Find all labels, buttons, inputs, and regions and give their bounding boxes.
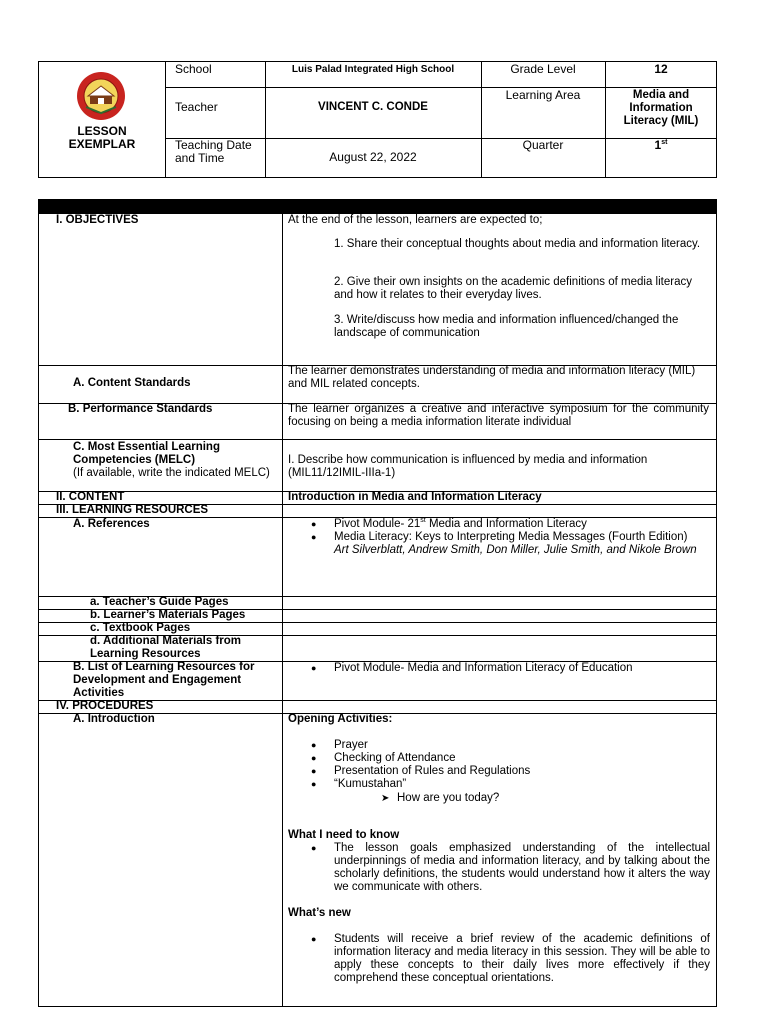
- melc-label-main: C. Most Essential Learning Competencies (MELC): [73, 441, 220, 466]
- opening-activities-list: [311, 739, 712, 791]
- objectives-intro: At the end of the lesson, learners are expected to;: [288, 214, 543, 226]
- list-resources-list: [311, 662, 712, 675]
- melc-label-note: (If available, write the indicated MELC): [73, 467, 270, 479]
- divider: [165, 87, 717, 88]
- content-standards-value: The learner demonstrates understanding of media and information literacy (MIL) and MIL related concepts.: [288, 365, 696, 390]
- procedures-label: IV. PROCEDURES: [56, 700, 154, 712]
- objective-item: 3. Write/discuss how media and information influenced/changed the landscape of communication: [334, 314, 679, 339]
- table-top-bar: [39, 200, 716, 214]
- list-item: ● Pivot Module- 21st Media and Information Literacy: [311, 517, 587, 530]
- divider: [481, 62, 482, 177]
- quarter-label: Quarter: [522, 138, 564, 152]
- quarter-value: 1st: [654, 138, 668, 152]
- list-item: ● Pivot Module- Media and Information Literacy of Education: [311, 662, 633, 674]
- list-resources-label: B. List of Learning Resources for Development and Engagement Activities: [73, 661, 255, 699]
- arrow-bullet-icon: ➤: [381, 793, 390, 804]
- textbook-pages-label: c. Textbook Pages: [90, 622, 191, 634]
- school-seal-logo: [76, 71, 126, 121]
- content-standards-label: A. Content Standards: [73, 377, 191, 389]
- list-item: ● Prayer: [311, 739, 368, 751]
- grade-value: 12: [654, 62, 668, 76]
- objective-item: 2. Give their own insights on the academic definitions of media literacy and how it relates to their everyday lives.: [334, 276, 692, 301]
- doc-title-line1: LESSON: [77, 124, 127, 138]
- doc-title-line2: EXEMPLAR: [68, 137, 136, 151]
- header-table: [38, 61, 717, 178]
- whats-new-heading: What’s new: [288, 907, 351, 919]
- opening-sub-item: ➤ How are you today?: [381, 792, 500, 804]
- school-label: School: [175, 62, 212, 76]
- learning-area-value: Media and Information Literacy (MIL): [623, 89, 699, 127]
- learners-materials-label: b. Learner’s Materials Pages: [90, 609, 246, 621]
- divider: [605, 62, 606, 177]
- list-item: ● Presentation of Rules and Regulations: [311, 765, 531, 777]
- teachers-guide-label: a. Teacher’s Guide Pages: [90, 596, 229, 608]
- content-label: II. CONTENT: [56, 491, 125, 503]
- doc-title: [39, 125, 165, 151]
- references-label: A. References: [73, 518, 150, 530]
- teacher-value: VINCENT C. CONDE: [318, 101, 428, 113]
- lesson-table: [38, 199, 717, 1007]
- melc-label: [73, 441, 273, 480]
- references-list: [311, 517, 712, 557]
- list-item: ● Checking of Attendance: [311, 752, 456, 764]
- grade-label: Grade Level: [510, 62, 576, 76]
- school-value: Luis Palad Integrated High School: [291, 64, 455, 75]
- divider: [165, 62, 166, 177]
- objective-item: 1. Share their conceptual thoughts about media and information literacy.: [334, 238, 701, 250]
- additional-materials-label: d. Additional Materials from Learning Resources: [90, 635, 242, 660]
- list-item: ● The lesson goals emphasized understanding of the intellectual underpinnings of media and information literacy, and by talking about the scholarly definitions, the students would understand how it alters the way we communicate with others.: [311, 842, 710, 893]
- list-item: ● Media Literacy: Keys to Interpreting Media Messages (Fourth Edition) Art Silverblatt, Andrew Smith, Don Miller, Julie Smith, and Nikole Brown: [311, 531, 697, 556]
- content-value: Introduction in Media and Information Literacy: [288, 491, 542, 503]
- date-label: Teaching Date and Time: [175, 138, 252, 165]
- melc-value: I. Describe how communication is influenced by media and information (MIL11/12IMIL-IIIa-1): [288, 454, 648, 479]
- column-divider: [282, 214, 283, 1006]
- introduction-label: A. Introduction: [73, 713, 155, 725]
- teacher-label: Teacher: [175, 100, 218, 114]
- list-item: ● Students will receive a brief review of the academic definitions of information literacy and media literacy in this session. They will be able to apply these concepts to their daily lives more effectively if they comprehend these conceptual orientations.: [311, 933, 710, 984]
- performance-standards-value: The learner organizes a creative and interactive symposium for the community focusing on being a media information literate individual: [288, 403, 709, 428]
- objectives-label: I. OBJECTIVES: [56, 214, 139, 226]
- list-item: ● “Kumustahan”: [311, 778, 407, 790]
- learning-resources-label: III. LEARNING RESOURCES: [56, 504, 209, 516]
- performance-standards-label: B. Performance Standards: [68, 403, 213, 415]
- opening-activities-heading: Opening Activities:: [288, 713, 393, 725]
- learning-area-label: Learning Area: [505, 88, 581, 102]
- whats-new-list: [311, 933, 710, 985]
- date-value: August 22, 2022: [329, 150, 417, 164]
- what-i-need-heading: What I need to know: [288, 829, 400, 841]
- what-i-need-list: [311, 842, 710, 894]
